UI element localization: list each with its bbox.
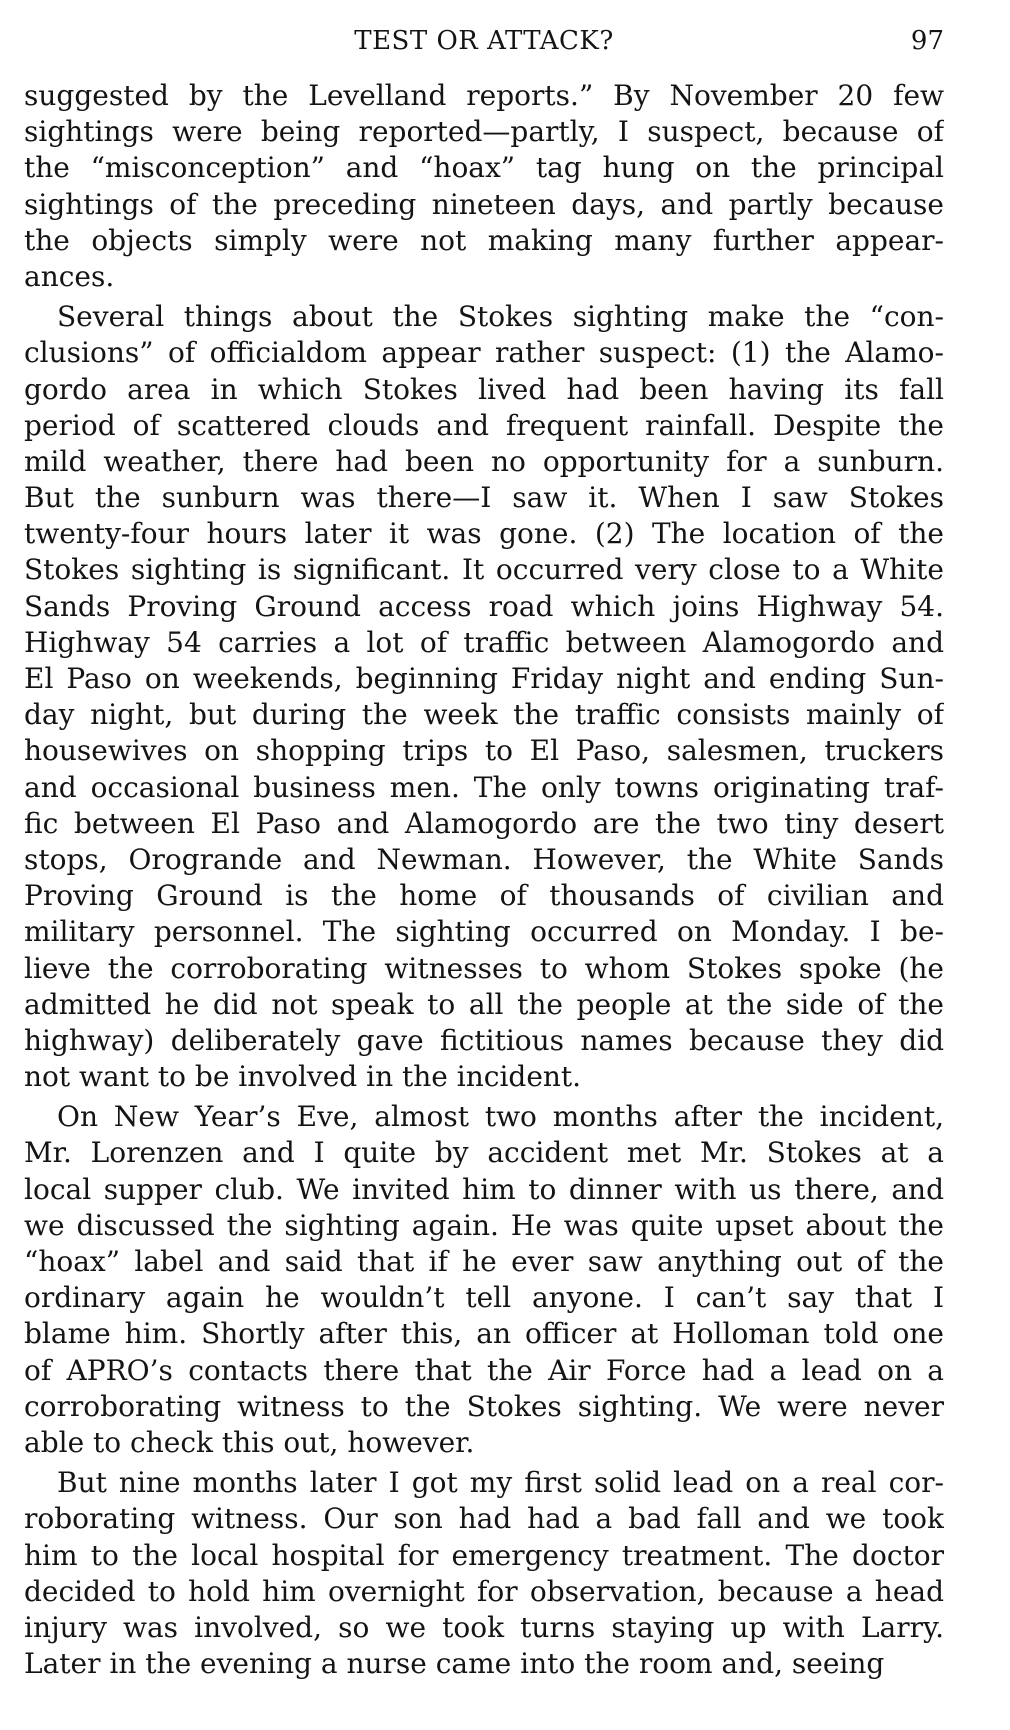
text-line: twenty-four hours later it was gone. (2) The location of the — [24, 517, 944, 551]
paragraph — [24, 1099, 944, 1461]
text-line: sightings of the preceding nineteen days, and partly because — [24, 187, 944, 221]
text-line: of APRO’s contacts there that the Air Force had a lead on a — [24, 1353, 944, 1387]
text-line: On New Year’s Eve, almost two months after the incident, — [57, 1100, 944, 1134]
text-line: fic between El Paso and Alamogordo are the two tiny desert — [24, 806, 944, 840]
text-line: decided to hold him overnight for observation, because a head — [24, 1574, 944, 1608]
text-line: and occasional business men. The only towns originating traf- — [24, 770, 944, 804]
text-line: stops, Orogrande and Newman. However, the White Sands — [24, 842, 944, 876]
text-line: “hoax” label and said that if he ever saw anything out of the — [24, 1245, 944, 1278]
paragraph — [24, 299, 944, 1095]
text-line: housewives on shopping trips to El Paso, salesmen, truckers — [24, 734, 944, 768]
text-line: the “misconception” and “hoax” tag hung on the principal — [24, 151, 944, 185]
text-line: injury was involved, so we took turns staying up with Larry. — [24, 1610, 944, 1644]
text-line: But the sunburn was there—I saw it. When I saw Stokes — [24, 481, 944, 515]
text-line: suggested by the Levelland reports.” By November 20 few — [24, 79, 944, 112]
text-line: military personnel. The sighting occurred on Monday. I be- — [24, 915, 944, 949]
text-line: Highway 54 carries a lot of traffic between Alamogordo and — [24, 625, 944, 659]
text-line: mild weather, there had been no opportunity for a sunburn. — [24, 444, 944, 478]
text-line: sightings were being reported—partly, I suspect, because of — [24, 115, 944, 149]
page-number: 97 — [910, 26, 944, 56]
text-line: But nine months later I got my first solid lead on a real cor- — [57, 1466, 944, 1500]
text-line: day night, but during the week the traffic consists mainly of — [24, 698, 944, 732]
text-line: El Paso on weekends, beginning Friday night and ending Sun- — [24, 662, 944, 695]
text-line: lieve the corroborating witnesses to whom Stokes spoke (he — [24, 951, 944, 985]
text-line: clusions” of officialdom appear rather suspect: (1) the Alamo- — [24, 336, 944, 370]
page-header — [24, 26, 944, 66]
text-line: Sands Proving Ground access road which joins Highway 54. — [24, 589, 944, 623]
text-line: him to the local hospital for emergency treatment. The doctor — [24, 1538, 944, 1572]
paragraph — [24, 1465, 944, 1682]
text-line: not want to be involved in the incident. — [24, 1060, 582, 1094]
text-line: highway) deliberately gave fictitious names because they did — [24, 1023, 944, 1057]
text-line: Mr. Lorenzen and I quite by accident met Mr. Stokes at a — [24, 1136, 944, 1170]
text-line: gordo area in which Stokes lived had been having its fall — [24, 372, 944, 406]
text-line: the objects simply were not making many further appear- — [24, 223, 944, 257]
text-line: ances. — [24, 259, 115, 293]
text-line: we discussed the sighting again. He was quite upset about the — [24, 1208, 944, 1242]
text-line: roborating witness. Our son had had a bad fall and we took — [24, 1502, 944, 1536]
text-line: Proving Ground is the home of thousands of civilian and — [24, 879, 944, 913]
text-line: Several things about the Stokes sighting make the “con- — [57, 300, 944, 334]
paragraph — [24, 78, 944, 295]
text-line: blame him. Shortly after this, an officer at Holloman told one — [24, 1317, 944, 1351]
text-line: Stokes sighting is significant. It occurred very close to a White — [24, 553, 944, 587]
text-line: ordinary again he wouldn’t tell anyone. I can’t say that I — [24, 1281, 944, 1315]
text-line: Later in the evening a nurse came into the room and, seeing — [24, 1647, 885, 1681]
running-title: TEST OR ATTACK? — [354, 26, 614, 56]
text-line: corroborating witness to the Stokes sighting. We were never — [24, 1389, 944, 1423]
body-text — [24, 78, 944, 1682]
text-line: admitted he did not speak to all the people at the side of the — [24, 987, 944, 1021]
text-line: period of scattered clouds and frequent rainfall. Despite the — [24, 408, 944, 442]
text-line: local supper club. We invited him to dinner with us there, and — [24, 1172, 944, 1206]
text-line: able to check this out, however. — [24, 1425, 475, 1459]
